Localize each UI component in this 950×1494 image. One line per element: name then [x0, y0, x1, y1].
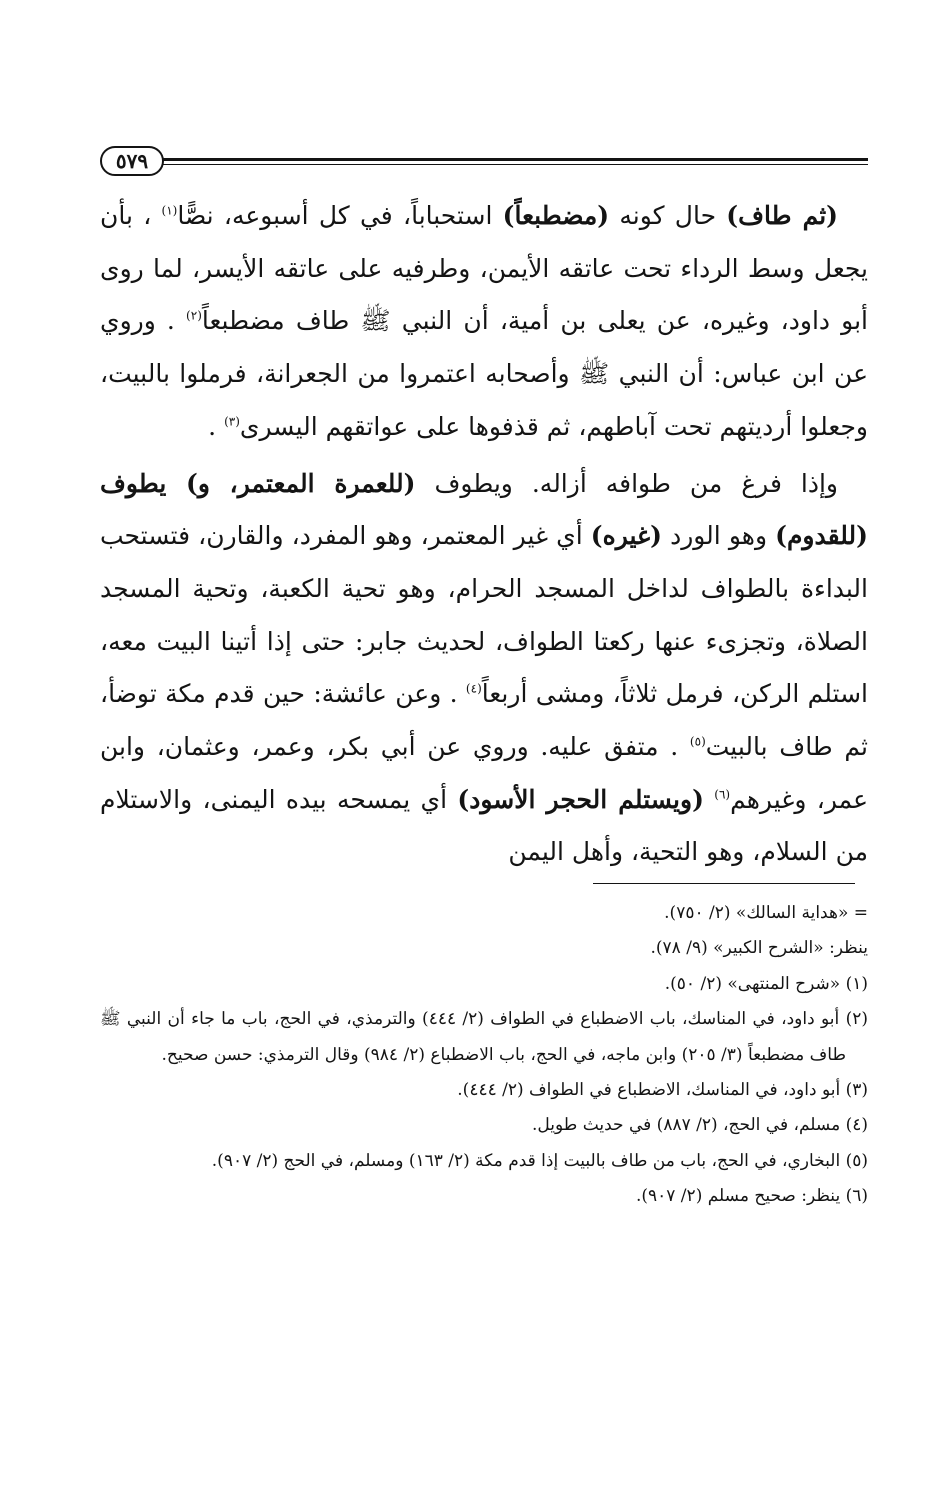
footnotes [100, 896, 868, 1215]
footnote-marker: (٣) [224, 414, 240, 429]
footnote: (٣) أبو داود، في المناسك، الاضطباع في الطواف (٢/ ٤٤٤). [457, 1080, 868, 1101]
footnote: (٢) أبو داود، في المناسك، باب الاضطباع في الطواف (٢/ ٤٤٤) والترمذي، في الحج، باب ما جاء أن النبي ﷺ طاف مضطبعاً (٣/ ٢٠٥) وابن ماجه، في الحج، باب الاضطباع (٢/ ٩٨٤) وقال الترمذي: حسن صحيح. [100, 1009, 868, 1065]
text-span: . متفق عليه. وروي عن أبي بكر، وعمر، وعثمان، وابن عمر، وغيرهم [100, 732, 868, 814]
main-text [100, 190, 868, 879]
text-span: أي غير المعتمر، وهو المفرد، والقارن، فتستحب البداءة بالطواف لداخل المسجد الحرام، وهو تحية الكعبة، وتحية المسجد الصلاة، وتجزىء عنها ركعتا الطواف، لحديث جابر: حتى إذا أتينا البيت معه، استلم الركن، فرمل ثلاثاً، ومشى أربعاً [100, 521, 868, 709]
header-rule-thin [162, 164, 868, 165]
text-span: (ويستلم الحجر الأسود) [457, 784, 704, 814]
text-span: . [208, 411, 225, 441]
text-span [704, 785, 714, 814]
text-span: أي يمسحه بيده اليمنى، والاستلام من السلام، وهو التحية، وأهل اليمن [100, 784, 868, 867]
footnote-marker: (٥) [689, 734, 706, 749]
footnote-marker: (٤) [465, 682, 482, 696]
text-span: وإذا فرغ من طوافه أزاله. ويطوف [415, 468, 839, 498]
footnote-separator [593, 883, 855, 884]
text-span: حال كونه [609, 201, 727, 230]
footnote: (٦) ينظر: صحيح مسلم (٢/ ٩٠٧). [635, 1186, 868, 1207]
text-span: (للعمرة المعتمر، و) يطوف (للقدوم) [100, 468, 868, 551]
text-span: (غيره) [590, 521, 662, 551]
text-span: (مضطبعاً) [502, 201, 610, 230]
text-span: . وعن عائشة: حين قدم مكة توضأ، ثم طاف بالبيت [100, 679, 869, 762]
footnote-marker: (٢) [186, 309, 202, 324]
header-rule [162, 158, 868, 161]
footnote: (١) «شرح المنتهى» (٢/ ٥٠). [664, 973, 868, 994]
footnote: (٥) البخاري، في الحج، باب من طاف بالبيت إذا قدم مكة (٢/ ١٦٣) ومسلم، في الحج (٢/ ٩٠٧). [211, 1150, 868, 1171]
text-span: ، بأن يجعل وسط الرداء تحت عاتقه الأيمن، وطرفيه على عاتقه الأيسر، لما روى أبو داود، وغيره، عن يعلى بن أمية، أن النبي ﷺ طاف مضطبعاً [100, 201, 868, 336]
footnote: (٤) مسلم، في الحج، (٢/ ٨٨٧) في حديث طويل. [531, 1115, 868, 1136]
footnote: ينظر: «الشرح الكبير» (٩/ ٧٨). [650, 938, 868, 959]
paragraph [100, 458, 868, 880]
text-span: . وروي عن ابن عباس: أن النبي ﷺ وأصحابه اعتمروا من الجعرانة، فرملوا بالبيت، وجعلوا أرديتهم تحت آباطهم، ثم قذفوها على عواتقهم اليسرى [100, 306, 868, 441]
footnote-marker: (١) [161, 203, 178, 218]
page-number: ٥٧٩ [100, 146, 164, 176]
text-span: وهو الورد [661, 521, 776, 551]
page-header [100, 146, 868, 178]
text-span: (ثم طاف) [726, 201, 838, 230]
paragraph [100, 190, 868, 454]
footnote-marker: (٦) [714, 787, 731, 802]
footnote: = «هداية السالك» (٢/ ٧٥٠). [664, 903, 868, 923]
text-span: استحباباً، في كل أسبوعه، نصًّا [177, 201, 503, 230]
